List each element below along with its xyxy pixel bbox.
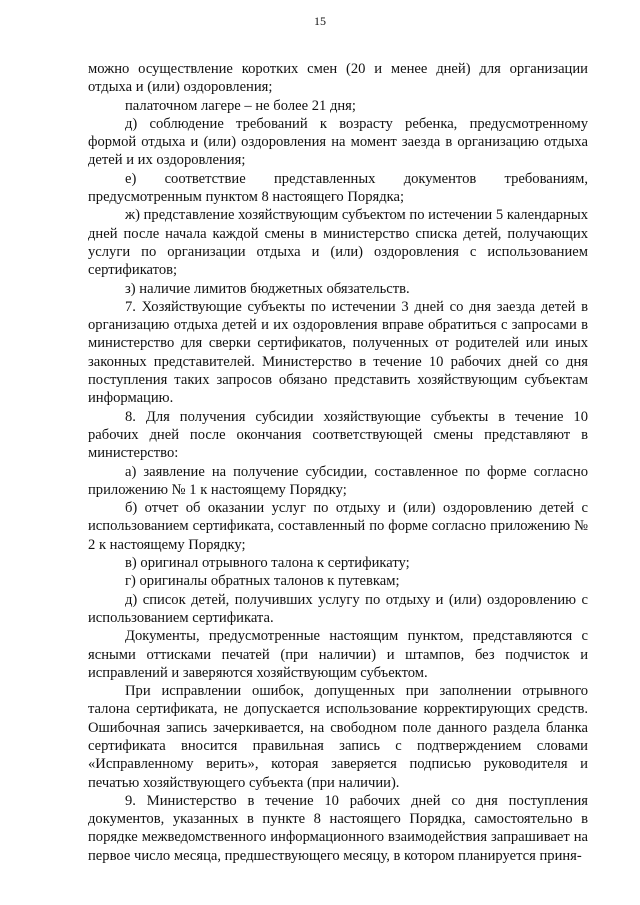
page-number: 15 bbox=[314, 14, 326, 28]
paragraph: д) список детей, получивших услугу по отдыху и (или) оздоровлению с использованием сертификата. bbox=[88, 591, 588, 626]
paragraph: з) наличие лимитов бюджетных обязательств. bbox=[125, 280, 410, 297]
paragraph: а) заявление на получение субсидии, составленное по форме согласно приложению № 1 к настоящему Порядку; bbox=[88, 463, 588, 498]
paragraph: г) оригиналы обратных талонов к путевкам; bbox=[125, 573, 400, 590]
paragraph: б) отчет об оказании услуг по отдыху и (или) оздоровлению детей с использованием сертификата, составленный по форме согласно приложению № 2 к настоящему Порядку; bbox=[88, 500, 588, 553]
paragraph: д) соблюдение требований к возрасту ребенка, предусмотренному формой отдыха и (или) оздоровления на момент заезда в организацию отдыха детей и их оздоровления; bbox=[88, 115, 588, 169]
paragraph: 7. Хозяйствующие субъекты по истечении 3 дней со дня заезда детей в организацию отдыха детей и их оздоровления вправе обратиться с запросами в министерство для сверки сертификатов, полученных от родителей или иных законных представителей. Министерство в течение 10 рабочих дней со дня поступления таких запросов обязано представить хозяйствующим субъектам информацию. bbox=[88, 298, 588, 407]
paragraph: 8. Для получения субсидии хозяйствующие субъекты в течение 10 рабочих дней после окончания соответствующей смены представляют в министерство: bbox=[88, 408, 588, 462]
paragraph: палаточном лагере – не более 21 дня; bbox=[125, 97, 356, 114]
paragraph: ж) представление хозяйствующим субъектом по истечении 5 календарных дней после начала каждой смены в министерство списка детей, получающих услуги по организации отдыха и (или) оздоровления с использованием сертификатов; bbox=[88, 207, 588, 279]
paragraph: в) оригинал отрывного талона к сертификату; bbox=[125, 555, 410, 572]
paragraph: можно осуществление коротких смен (20 и менее дней) для организации отдыха и (или) оздоровления; bbox=[88, 61, 588, 96]
paragraph: При исправлении ошибок, допущенных при заполнении отрывного талона сертификата, не допускается использование корректирующих средств. Ошибочная запись зачеркивается, на свободном поле данного раздела бланка сертификата вносится правильная запись с подтверждением словами «Исправленному верить», которая заверяется подписью руководителя и печатью хозяйствующего субъекта (при наличии). bbox=[88, 683, 588, 791]
paragraph: Документы, предусмотренные настоящим пунктом, представляются с ясными оттисками печатей (при наличии) и штампов, без подчисток и исправлений и заверяются хозяйствующим субъектом. bbox=[88, 628, 588, 681]
document-body bbox=[88, 60, 588, 865]
paragraph: е) соответствие представленных документов требованиям, предусмотренным пунктом 8 настоящего Порядка; bbox=[88, 170, 588, 206]
paragraph: 9. Министерство в течение 10 рабочих дней со дня поступления документов, указанных в пункте 8 настоящего Порядка, самостоятельно в порядке межведомственного информационного взаимодействия запрашивает на первое число месяца, предшествующего месяцу, в котором планируется приня- bbox=[88, 792, 588, 864]
